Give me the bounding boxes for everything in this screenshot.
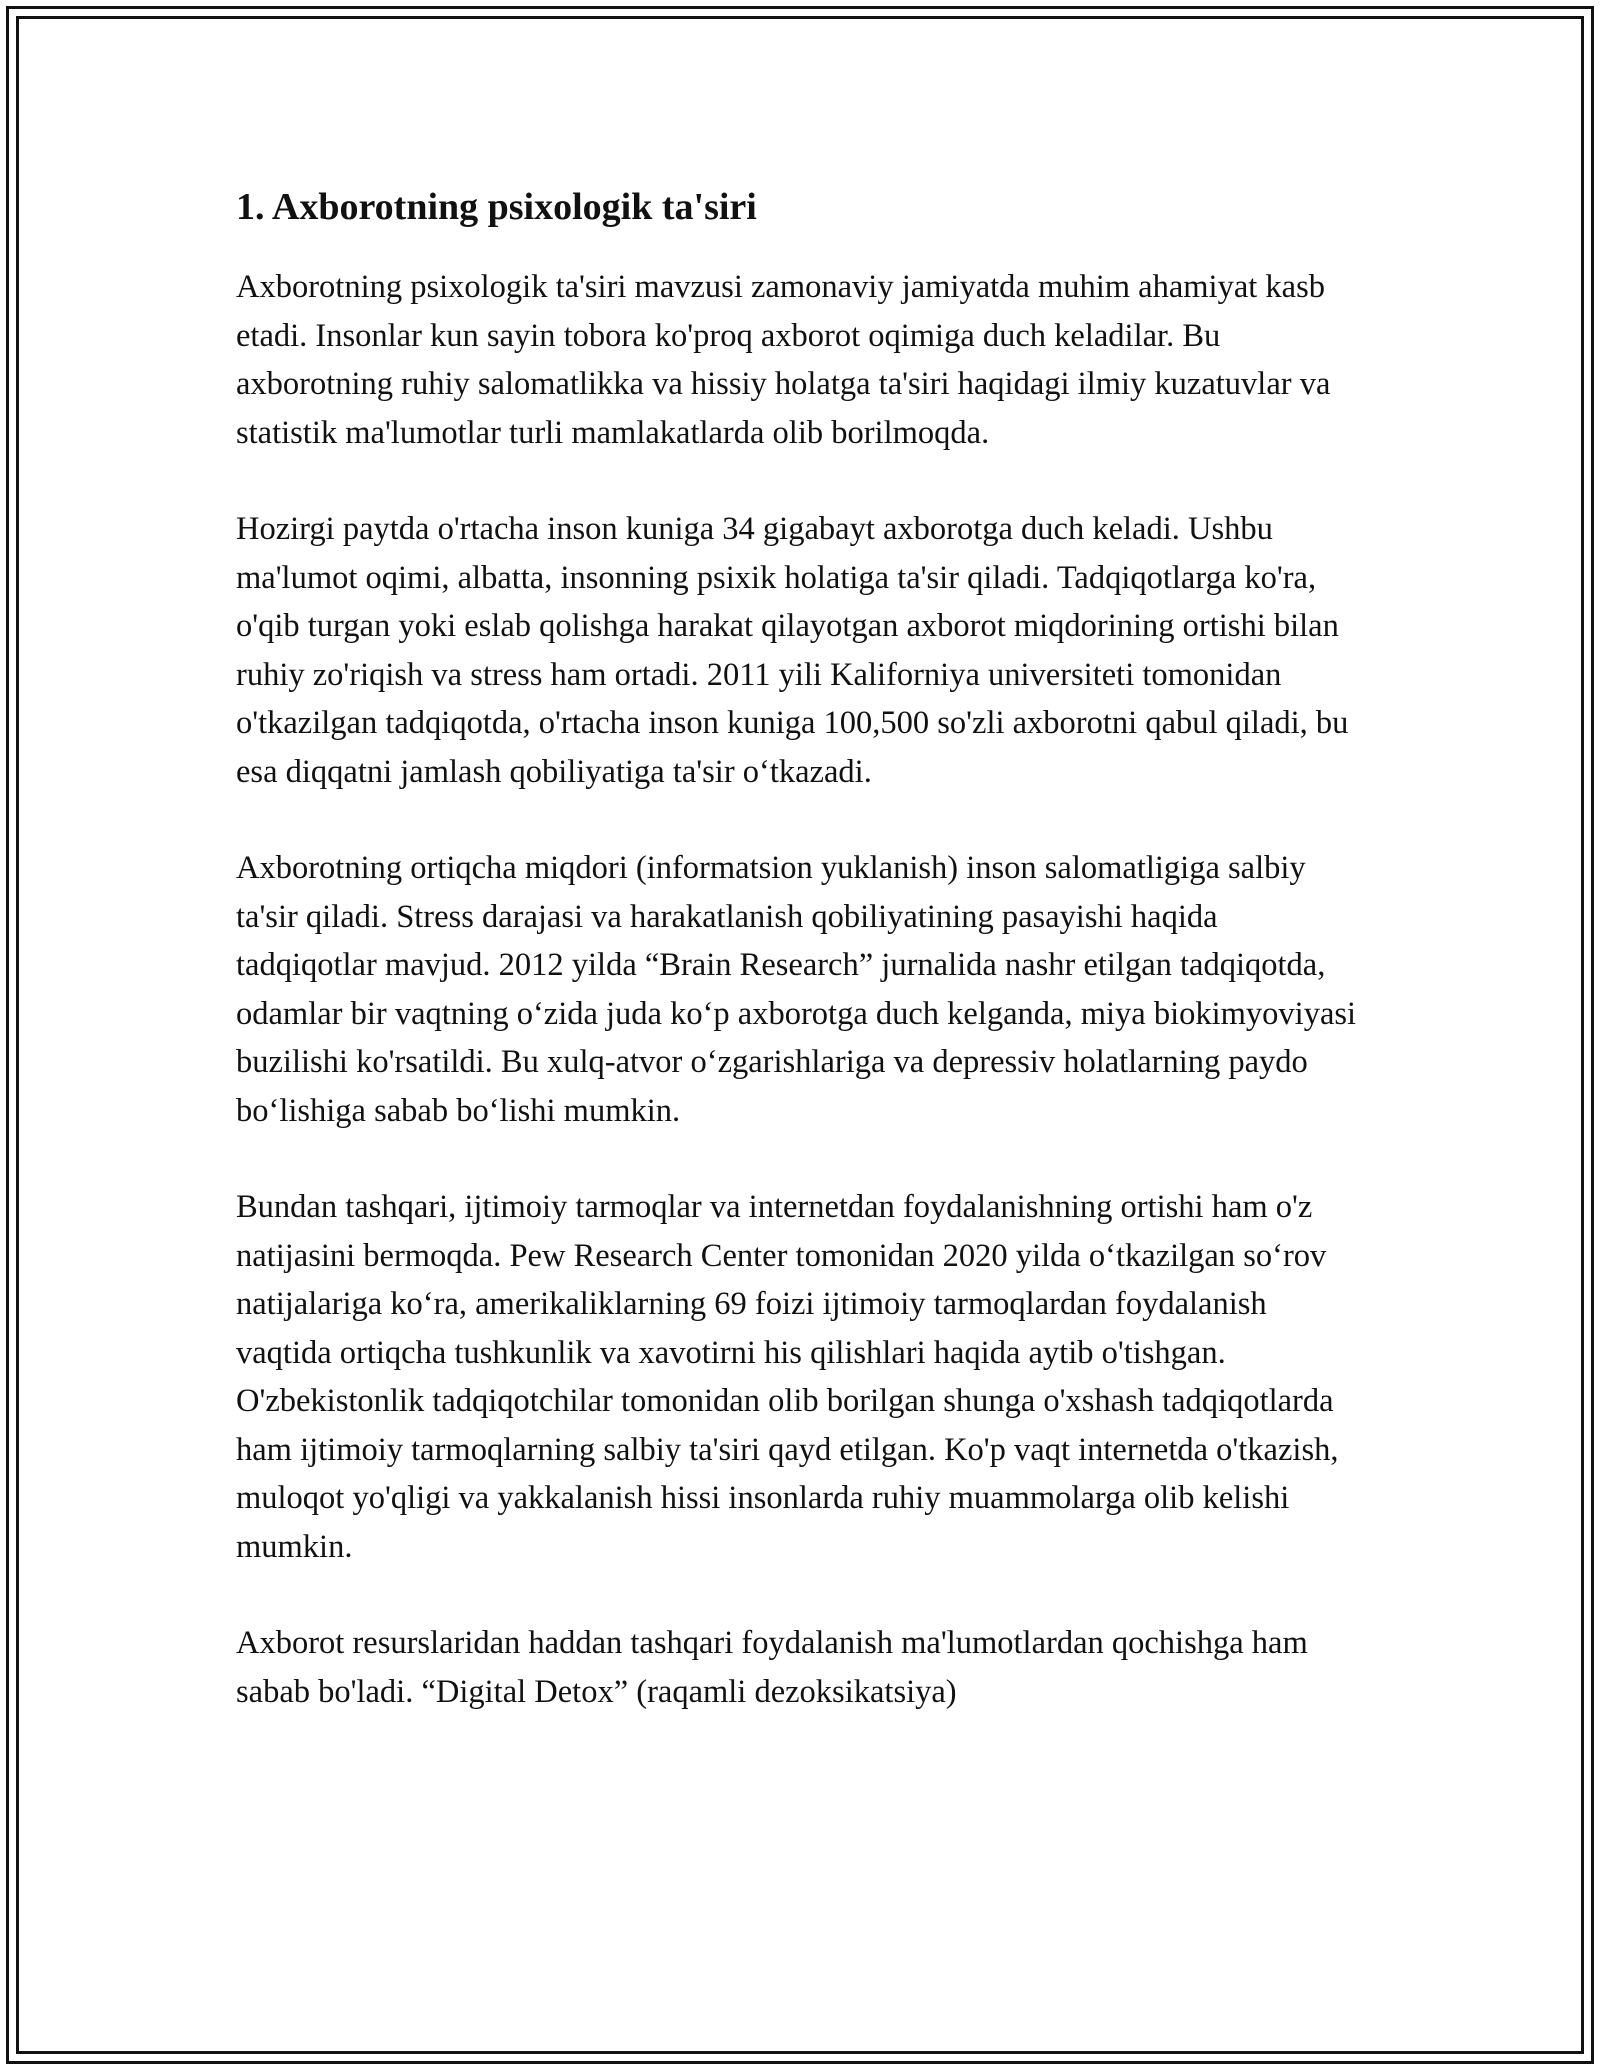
paragraph-3: Axborotning ortiqcha miqdori (informatsion yuklanish) inson salomatligiga salbiy ta'sir qiladi. Stress darajasi va harakatlanish qobiliyatining pasayishi haqida tadqiqotlar mavjud. 2012 yilda “Brain Research” jurnalida nashr etilgan tadqiqotda, odamlar bir vaqtning o‘zida juda ko‘p axborotga duch kelganda, miya biokimyoviyasi buzilishi ko'rsatildi. Bu xulq-atvor o‘zgarishlariga va depressiv holatlarning paydo bo‘lishiga sabab bo‘lishi mumkin.: [236, 850, 1357, 1129]
paragraph-1: Axborotning psixologik ta'siri mavzusi zamonaviy jamiyatda muhim ahamiyat kasb etadi. Insonlar kun sayin tobora ko'proq axborot oqimiga duch keladilar. Bu axborotning ruhiy salomatlikka va hissiy holatga ta'siri haqidagi ilmiy kuzatuvlar va statistik ma'lumotlar turli mamlakatlarda olib borilmoqda.: [236, 269, 1331, 451]
section-heading: 1. Axborotning psixologik ta'siri: [236, 186, 757, 228]
paragraph-2: Hozirgi paytda o'rtacha inson kuniga 34 gigabayt axborotga duch keladi. Ushbu ma'lumot oqimi, albatta, insonning psixik holatiga ta'sir qiladi. Tadqiqotlarga ko'ra, o'qib turgan yoki eslab qolishga harakat qilayotgan axborot miqdorining ortishi bilan ruhiy zo'riqish va stress ham ortadi. 2011 yili Kaliforniya universiteti tomonidan o'tkazilgan tadqiqotda, o'rtacha inson kuniga 100,500 so'zli axborotni qabul qiladi, bu esa diqqatni jamlash qobiliyatiga ta'sir o‘tkazadi.: [236, 511, 1349, 790]
paragraph-5: Axborot resurslaridan haddan tashqari foydalanish ma'lumotlardan qochishga ham sabab bo'ladi. “Digital Detox” (raqamli dezoksikatsiya): [236, 1625, 1308, 1710]
document-body: [236, 183, 1366, 1764]
paragraph-4: Bundan tashqari, ijtimoiy tarmoqlar va internetdan foydalanishning ortishi ham o'z natijasini bermoqda. Pew Research Center tomonidan 2020 yilda o‘tkazilgan so‘rov natijalariga ko‘ra, amerikaliklarning 69 foizi ijtimoiy tarmoqlardan foydalanish vaqtida ortiqcha tushkunlik va xavotirni his qilishlari haqida aytib o'tishgan. O'zbekistonlik tadqiqotchilar tomonidan olib borilgan shunga o'xshash tadqiqotlarda ham ijtimoiy tarmoqlarning salbiy ta'siri qayd etilgan. Ko'p vaqt internetda o'tkazish, muloqot yo'qligi va yakkalanish hissi insonlarda ruhiy muammolarga olib kelishi mumkin.: [236, 1189, 1339, 1565]
